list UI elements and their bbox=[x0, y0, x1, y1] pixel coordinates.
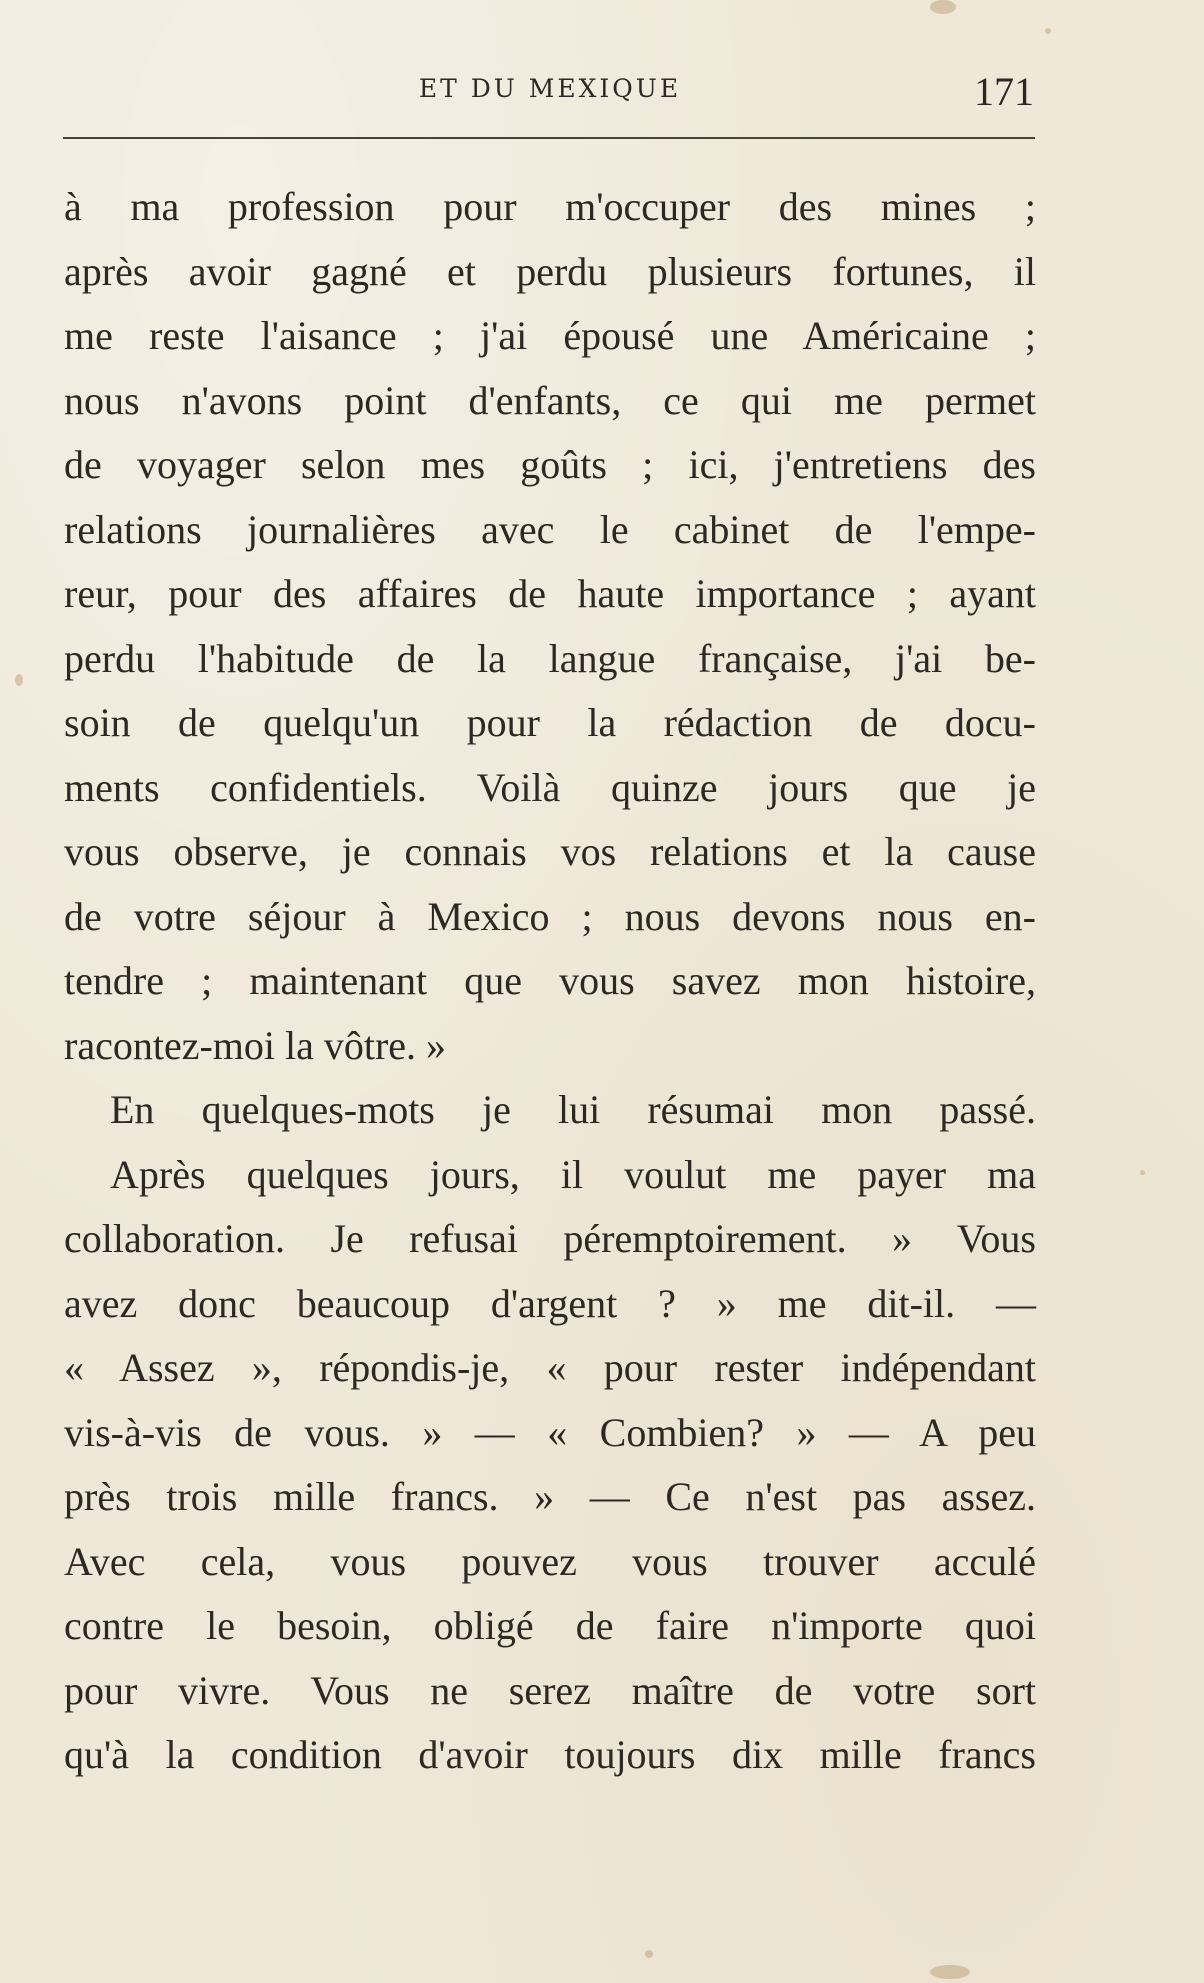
text-line: de voyager selon mes goûts ; ici, j'entretiens des bbox=[64, 442, 1036, 487]
paper-stain bbox=[1045, 28, 1051, 34]
page-text bbox=[64, 175, 1036, 1788]
text-line: pour vivre. Vous ne serez maître de votre sort bbox=[64, 1667, 1036, 1713]
text-line: « Assez », répondis-je, « pour rester indépendant bbox=[64, 1345, 1036, 1390]
running-head: ET DU MEXIQUE bbox=[418, 74, 682, 103]
text-line: reur, pour des affaires de haute importance ; ayant bbox=[64, 571, 1036, 616]
text-line: après avoir gagné et perdu plusieurs fortunes, il bbox=[64, 248, 1036, 294]
text-line: ments confidentiels. Voilà quinze jours que je bbox=[64, 764, 1036, 810]
text-line: près trois mille francs. » — Ce n'est pas assez. bbox=[64, 1474, 1036, 1519]
paper-stain bbox=[15, 674, 23, 686]
page-header bbox=[66, 66, 1034, 114]
text-line: Après quelques jours, il voulut me payer ma bbox=[110, 1151, 1036, 1197]
text-line: nous n'avons point d'enfants, ce qui me permet bbox=[64, 377, 1036, 423]
text-line: relations journalières avec le cabinet de l'empe- bbox=[64, 506, 1036, 552]
text-line: perdu l'habitude de la langue française, j'ai be- bbox=[64, 635, 1036, 681]
text-line: me reste l'aisance ; j'ai épousé une Américaine ; bbox=[64, 313, 1036, 358]
text-line: qu'à la condition d'avoir toujours dix mille francs bbox=[64, 1732, 1036, 1777]
paper-stain bbox=[1140, 1170, 1145, 1175]
text-line: à ma profession pour m'occuper des mines ; bbox=[64, 184, 1036, 229]
text-line: contre le besoin, obligé de faire n'importe quoi bbox=[64, 1603, 1036, 1648]
page-number: 171 bbox=[974, 69, 1034, 114]
paper-stain bbox=[645, 1950, 653, 1958]
header-rule bbox=[63, 137, 1035, 139]
text-line: collaboration. Je refusai péremptoirement. » Vous bbox=[64, 1216, 1036, 1261]
text-line: vous observe, je connais vos relations et la cause bbox=[64, 829, 1036, 874]
text-line: racontez-moi la vôtre. » bbox=[64, 1022, 447, 1068]
text-line: avez donc beaucoup d'argent ? » me dit-il. — bbox=[64, 1280, 1036, 1326]
text-line: tendre ; maintenant que vous savez mon histoire, bbox=[64, 958, 1036, 1003]
text-line: vis-à-vis de vous. » — « Combien? » — A peu bbox=[64, 1409, 1036, 1455]
paper-stain bbox=[930, 0, 956, 14]
text-line: de votre séjour à Mexico ; nous devons nous en- bbox=[64, 893, 1036, 939]
text-line: En quelques-mots je lui résumai mon passé. bbox=[110, 1087, 1036, 1132]
text-line: Avec cela, vous pouvez vous trouver acculé bbox=[64, 1538, 1036, 1584]
paper-stain bbox=[930, 1965, 970, 1979]
text-line: soin de quelqu'un pour la rédaction de docu- bbox=[64, 700, 1036, 745]
